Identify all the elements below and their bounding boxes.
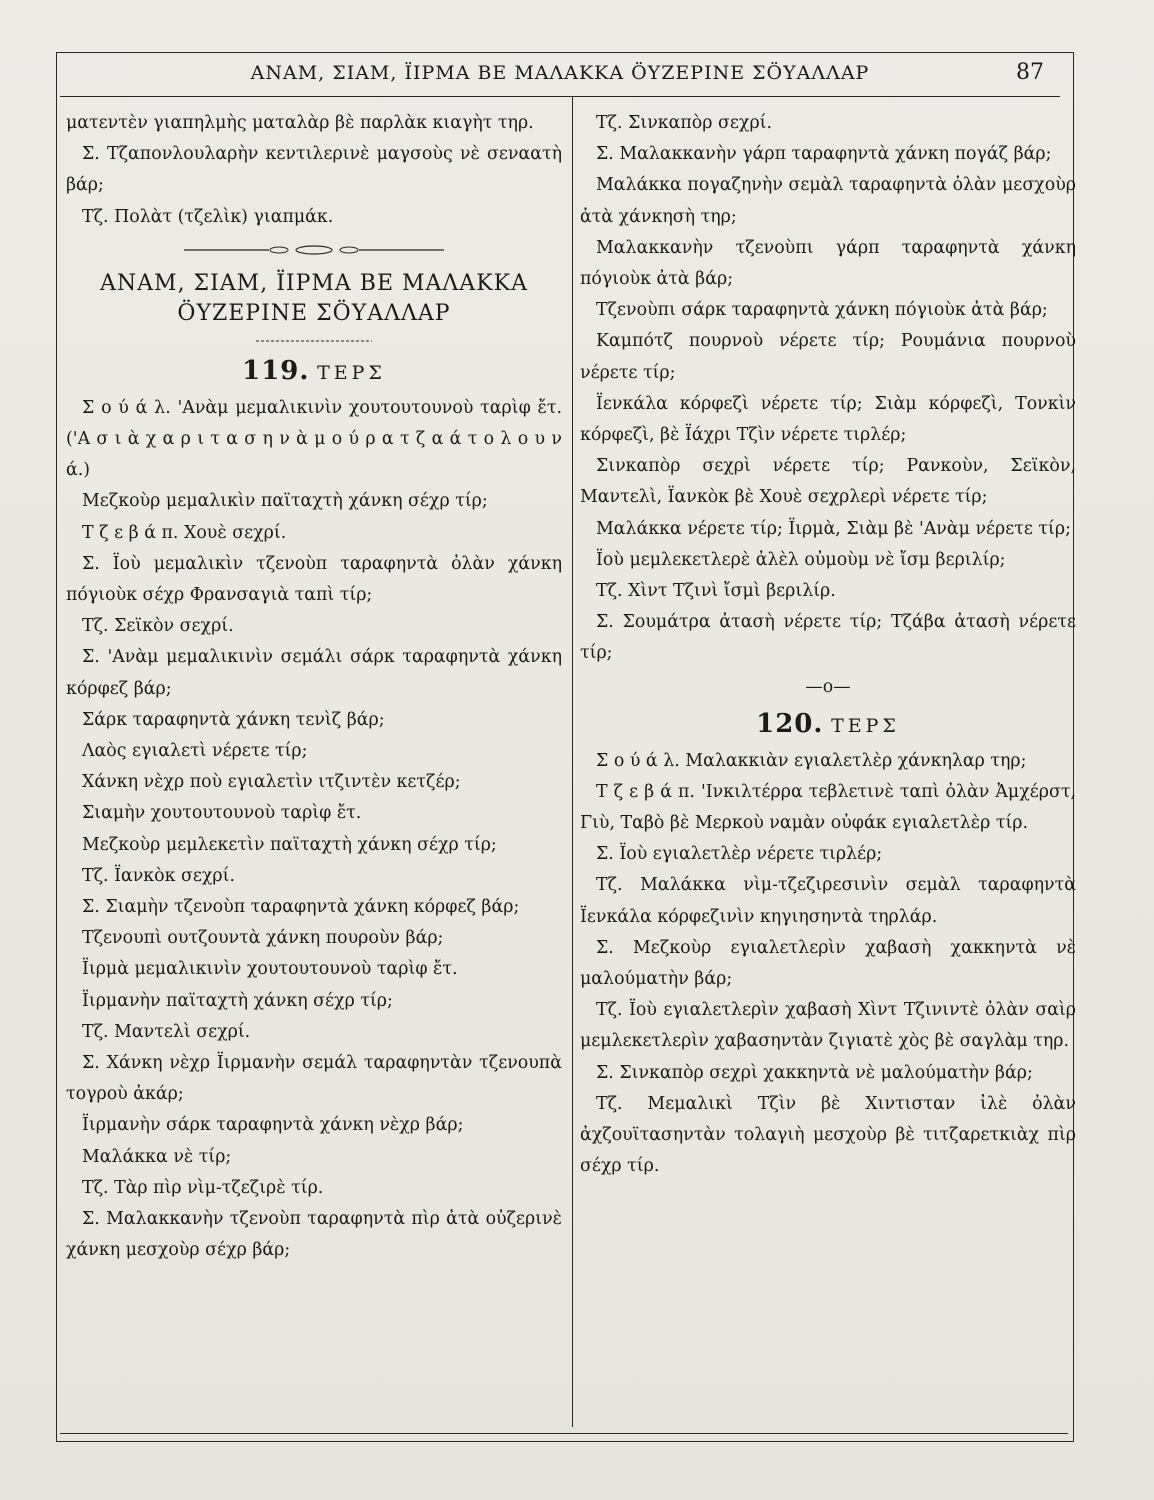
- right-column: [580, 108, 1076, 1183]
- paragraph: Μαλάκκα νὲ τίρ;: [82, 1146, 232, 1167]
- paragraph: ματεντὲν γιαπηλμὴς ματαλὰρ βὲ παρλὰκ κιαγὴτ τηρ.: [66, 113, 534, 133]
- paragraph: Σ. Σινκαπὸρ σεχρὶ χακκηντὰ νὲ μαλούματὴν βάρ;: [596, 1062, 1033, 1083]
- bottom-rule: [60, 1433, 1068, 1434]
- paragraph: Ϊοὺ μεμλεκετλερὲ ἀλὲλ οὐμοὺμ νὲ ἴσμ βεριλίρ;: [596, 549, 1006, 570]
- paragraph: Μεζκοὺρ μεμαλικὶν παϊταχτὴ χάνκη σέχρ τίρ;: [82, 491, 488, 512]
- paragraph: Μεζκοὺρ μεμλεκετὶν παϊταχτὴ χάνκη σέχρ τίρ;: [82, 834, 497, 855]
- answer-text: 'Ινκιλτέρρα τεβλετινὲ ταπὶ ὀλὰν Ἀμχέρστ, Γιὺ, Ταβὸ βὲ Μερκοὺ ναμὰν οὐφάκ εγιαλετλὲρ τίρ.: [580, 781, 1076, 834]
- answer-label: Τ ζ ε β ά π.: [596, 781, 695, 802]
- paragraph: Τζ. Μεμαλικὶ Τζὶν βὲ Χιντισταν ἰλὲ ὀλὰν ἀχζουϊτασηντὰν τολαγιὴ μεσχοὺρ βὲ τιτζαρετκιὰχ πὶρ σέχρ τίρ.: [580, 1093, 1076, 1177]
- paragraph: Μαλάκκα πογαζηνὴν σεμὰλ ταραφηντὰ ὀλὰν μεσχοὺρ ἀτὰ χάνκησὴ τηρ;: [580, 175, 1076, 227]
- paragraph: Τζ. Σινκαπὸρ σεχρί.: [596, 113, 773, 133]
- paragraph: Καμπότζ πουρνοὺ νέρετε τίρ; Ρουμάνια πουρνοὺ νέρετε τίρ;: [580, 331, 1076, 383]
- paragraph: Τζενουπὶ ουτζουντὰ χάνκη πουροὺν βάρ;: [82, 928, 444, 949]
- page-header: [60, 56, 1060, 97]
- paragraph: Σ. Ϊοὺ μεμαλικὶν τζενοὺπ ταραφηντὰ ὀλὰν χάνκη πόγιοὺκ σέχρ Φρανσαγιὰ ταπὶ τίρ;: [66, 553, 562, 606]
- paragraph: Ϊενκάλα κόρφεζὶ νέρετε τίρ; Σιὰμ κόρφεζὶ, Τονκὶν κόρφεζὶ, βὲ Ϊάχρι Τζὶν νέρετε τιρλέρ;: [580, 393, 1076, 446]
- question-text: Μαλακκιὰν εγιαλετλὲρ χάνκηλαρ τηρ;: [685, 750, 1027, 771]
- small-divider: [66, 329, 562, 351]
- paragraph: Τζ. Σεϊκὸν σεχρί.: [82, 616, 234, 637]
- paragraph: Τζενοὺπι σάρκ ταραφηντὰ χάνκη πόγιοὺκ ἀτὰ βάρ;: [596, 300, 1048, 321]
- question-label: Σ ο ύ ά λ.: [596, 750, 680, 771]
- paragraph: Σ. 'Ανὰμ μεμαλικινὶν σεμάλι σάρκ ταραφηντὰ χάνκη κόρφεζ βάρ;: [66, 647, 562, 699]
- paragraph: Λαὸς εγιαλετὶ νέρετε τίρ;: [82, 741, 308, 762]
- lesson-word: ΤΕΡΣ: [317, 361, 386, 384]
- paragraph: Μαλακκανὴν τζενοὺπι γάρπ ταραφηντὰ χάνκη πόγιοὺκ ἀτὰ βάρ;: [580, 237, 1076, 290]
- page-number: 87: [1016, 60, 1044, 85]
- question-text: 'Ανὰμ μεμαλικινὶν χουτουτουνοὺ ταρὶφ ἔτ. ('Α σ ι ὰ χ α ρ ι τ α σ η ν ὰ μ ο ύ ρ α τ ζ α ά τ ο λ ο υ ν ά.): [66, 397, 562, 481]
- paragraph: Σινκαπὸρ σεχρὶ νέρετε τίρ; Ρανκοὺν, Σεϊκὸν, Μαντελὶ, Ϊανκὸκ βὲ Χουὲ σεχρλερὶ νέρετε τίρ;: [580, 456, 1076, 508]
- lesson-number: 119.: [242, 355, 310, 386]
- paragraph: Τζ. Μαντελὶ σεχρί.: [82, 1021, 251, 1042]
- paragraph: Τ ζ ε β ά π. Χουὲ σεχρί.: [82, 522, 287, 543]
- paragraph: Σιαμὴν χουτουτουνοὺ ταρὶφ ἔτ.: [82, 803, 362, 824]
- lesson-answer: [580, 777, 1076, 839]
- paragraph: Τζ. Χὶντ Τζινὶ ἴσμὶ βεριλίρ.: [596, 581, 836, 602]
- paragraph: Ϊιρμανὴν παϊταχτὴ χάνκη σέχρ τίρ;: [82, 990, 393, 1011]
- ornament-divider: [66, 233, 562, 269]
- paragraph: Σ. Ϊοὺ εγιαλετλὲρ νέρετε τιρλέρ;: [596, 844, 883, 865]
- paragraph: Σ. Μεζκοὺρ εγιαλετλερὶν χαβασὴ χακκηντὰ νὲ μαλούματὴν βάρ;: [580, 937, 1076, 990]
- paragraph: Τζ. Ϊοὺ εγιαλετλερὶν χαβασὴ Χὶντ Τζινιντὲ ὀλὰν σαὶρ μεμλεκετλερὶν χαβασηντὰν ζιγιατὲ χὸς βὲ σαγλὰμ τηρ.: [580, 1000, 1076, 1052]
- paragraph: Μαλάκκα νέρετε τίρ; Ϊιρμὰ, Σιὰμ βὲ 'Ανὰμ νέρετε τίρ;: [596, 518, 1071, 539]
- paragraph: Σάρκ ταραφηντὰ χάνκη τενὶζ βάρ;: [82, 709, 385, 730]
- lesson-number: 120.: [756, 708, 824, 739]
- paragraph: Τζ. Πολὰτ (τζελὶκ) γιαπμάκ.: [82, 206, 334, 227]
- paragraph: Σ. Μαλακκανὴν γάρπ ταραφηντὰ χάνκη πογάζ βάρ;: [596, 144, 1052, 165]
- question-label: Σ ο ύ ά λ.: [82, 397, 171, 418]
- section-divider: —ο—: [805, 676, 851, 697]
- paragraph: Σ. Μαλακκανὴν τζενοὺπ ταραφηντὰ πὶρ ἀτὰ οὐζερινὲ χάνκη μεσχοὺρ σέχρ βάρ;: [66, 1209, 562, 1261]
- paragraph: Σ. Σιαμὴν τζενοὺπ ταραφηντὰ χάνκη κόρφεζ βάρ;: [82, 897, 520, 918]
- section-title-line1: ΑΝΑΜ, ΣΙΑΜ, ΪΙΡΜΑ ΒΕ ΜΑΛΑΚΚΑ: [100, 270, 528, 296]
- paragraph: Τζ. Ϊανκὸκ σεχρί.: [82, 865, 235, 886]
- lesson-intro: [66, 393, 562, 487]
- lesson-heading-119: [66, 351, 562, 393]
- ornament-icon: [184, 233, 444, 267]
- dotted-rule-icon: [254, 333, 374, 349]
- column-rule: [572, 97, 573, 1427]
- paragraph: Ϊιρμανὴν σάρκ ταραφηντὰ χάνκη νὲχρ βάρ;: [82, 1115, 464, 1136]
- section-title-line2: ÖΥΖΕΡΙΝΕ ΣÖΥΑΛΛΑΡ: [177, 300, 451, 326]
- lesson-heading-120: [580, 704, 1076, 746]
- paragraph: Σ. Σουμάτρα ἀτασὴ νέρετε τίρ; Τζάβα ἀτασὴ νέρετε τίρ;: [580, 612, 1076, 664]
- paragraph: Σ. Τζαπονλουλαρὴν κεντιλερινὲ μαγσοὺς νὲ σεναατὴ βάρ;: [66, 144, 562, 196]
- paragraph: Τζ. Μαλάκκα νὶμ-τζεζιρεσινὶν σεμὰλ ταραφηντὰ Ϊενκάλα κόρφεζινὶν κηγιησηντὰ τηρλάρ.: [580, 875, 1076, 927]
- lesson-word: ΤΕΡΣ: [831, 714, 900, 737]
- paragraph: Σ. Χάνκη νὲχρ Ϊιρμανὴν σεμάλ ταραφηντὰν τζενουπὰ τογροὺ ἀκάρ;: [66, 1053, 562, 1105]
- paragraph: Χάνκη νὲχρ ποὺ εγιαλετὶν ιτζιντὲν κετζέρ;: [82, 772, 461, 793]
- paragraph: Ϊιρμὰ μεμαλικινὶν χουτουτουνοὺ ταρὶφ ἔτ.: [82, 959, 458, 980]
- lesson-intro: [580, 746, 1076, 777]
- running-head: ΑΝΑΜ, ΣΙΑΜ, ΪΙΡΜΑ ΒΕ ΜΑΛΑΚΚΑ ÖΥΖΕΡΙΝΕ ΣÖΥΑΛΛΑΡ: [250, 62, 870, 84]
- left-column: [66, 108, 562, 1267]
- paragraph: Τζ. Τὰρ πὶρ νὶμ-τζεζιρὲ τίρ.: [82, 1177, 324, 1198]
